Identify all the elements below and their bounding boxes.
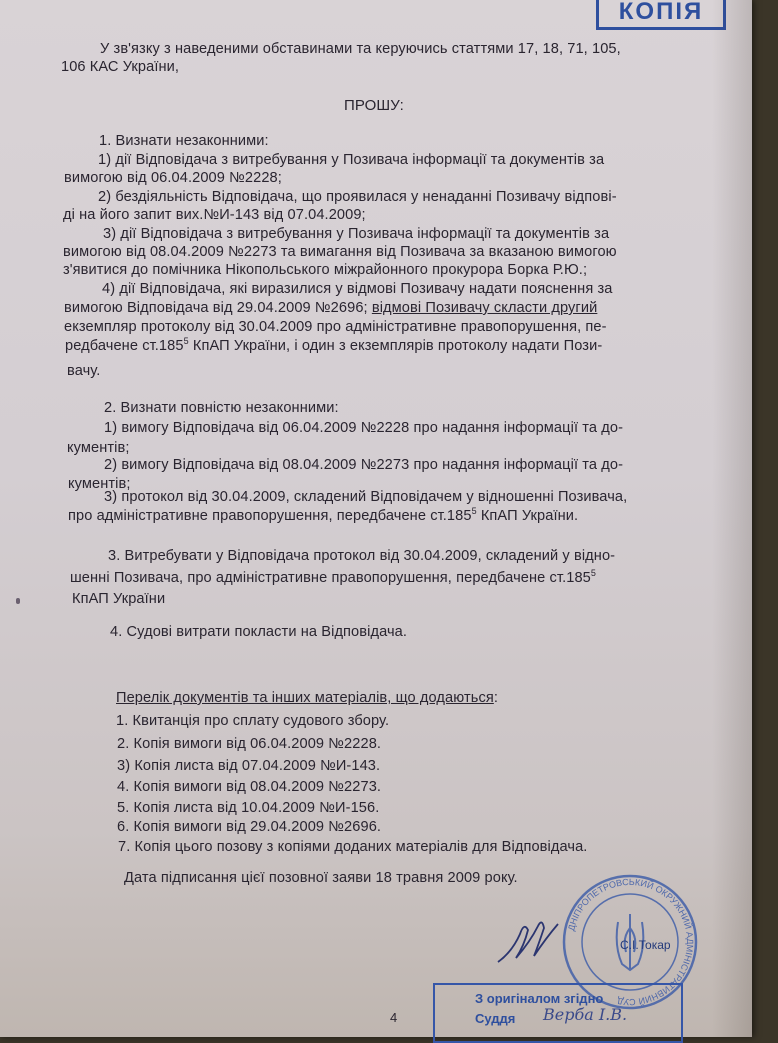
section2-line: 3) протокол від 30.04.2009, складений Відповідачем у відношенні Позивача,	[104, 489, 628, 505]
attachment-item: 2. Копія вимоги від 06.04.2009 №2228.	[117, 736, 382, 752]
section1-line: вачу.	[67, 363, 101, 379]
intro-line-1: У зв'язку з наведеними обставинами та керуючись статтями 17, 18, 71, 105,	[100, 41, 621, 57]
section4-line: 4. Судові витрати покласти на Відповідача.	[110, 624, 408, 640]
section1-line: вимогою від 08.04.2009 №2273 та вимагання від Позивача за вказаною вимогою	[63, 244, 617, 260]
section1-title: 1. Визнати незаконними:	[99, 133, 269, 149]
signer-name: С.І.Токар	[620, 938, 671, 952]
attachments-title-text: Перелік документів та інших матеріалів, що додаються	[116, 690, 494, 706]
section1-line: з'явитися до помічника Нікопольського міжрайонного прокурора Борка Р.Ю.;	[63, 262, 588, 278]
section2-line: 2) вимогу Відповідача від 08.04.2009 №2273 про надання інформації та до-	[104, 457, 624, 473]
section2-line: кументів;	[68, 476, 131, 492]
certification-line-1: З оригіналом згідно	[475, 991, 604, 1006]
attachment-item: 4. Копія вимоги від 08.04.2009 №2273.	[117, 779, 382, 795]
page-number: 4	[390, 1010, 398, 1025]
section1-line: екземпляр протоколу від 30.04.2009 про адміністративне правопорушення, пе-	[64, 319, 607, 335]
section3-line: КпАП України	[72, 591, 166, 607]
section1-line-part-underlined: відмові Позивачу скласти другий	[371, 300, 598, 316]
attachment-item: 3) Копія листа від 07.04.2009 №И-143.	[117, 758, 381, 774]
section2-line-part: про адміністративне правопорушення, передбачене ст.185	[68, 508, 472, 524]
attachment-item: 1. Квитанція про сплату судового збору.	[116, 713, 390, 729]
section1-line: ді на його запит вих.№И-143 від 07.04.2009;	[63, 207, 366, 223]
section1-line-part: КпАП України, і один з екземплярів протоколу надати Пози-	[188, 338, 603, 354]
article-superscript: 5	[183, 336, 189, 347]
paper-mark	[16, 598, 20, 604]
section2-line-part: КпАП України.	[476, 508, 579, 524]
attachments-title-colon: :	[493, 690, 498, 706]
signature-icon	[494, 912, 564, 972]
section1-line: 1) дії Відповідача з витребування у Позивача інформації та документів за	[98, 152, 605, 168]
attachments-title	[116, 690, 498, 706]
section1-line	[65, 338, 602, 354]
section1-line-part: редбачене ст.185	[65, 338, 184, 354]
certification-stamp	[433, 983, 683, 1043]
section3-line-part: шенні Позивача, про адміністративне правопорушення, передбачене ст.185	[70, 570, 591, 586]
attachment-item: 6. Копія вимоги від 29.04.2009 №2696.	[117, 819, 382, 835]
section1-line: 4) дії Відповідача, які виразилися у відмові Позивачу надати пояснення за	[102, 281, 613, 297]
section1-line	[64, 300, 597, 316]
section2-line	[68, 508, 578, 524]
article-superscript: 5	[590, 568, 597, 579]
section3-line: 3. Витребувати у Відповідача протокол від 30.04.2009, складений у відно-	[108, 548, 616, 564]
section1-line: 2) бездіяльність Відповідача, що проявилася у ненаданні Позивачу відпові-	[98, 189, 617, 205]
section1-line: 3) дії Відповідача з витребування у Позивача інформації та документів за	[103, 226, 610, 242]
section2-title: 2. Визнати повністю незаконними:	[104, 400, 339, 416]
article-superscript: 5	[471, 506, 477, 517]
section1-line: вимогою від 06.04.2009 №2228;	[64, 170, 282, 186]
signing-date: Дата підписання цієї позовної заяви 18 травня 2009 року.	[124, 870, 518, 886]
attachment-item: 5. Копія листа від 10.04.2009 №И-156.	[117, 800, 380, 816]
section2-line: 1) вимогу Відповідача від 06.04.2009 №2228 про надання інформації та до-	[104, 420, 624, 436]
section1-line-part: вимогою Відповідача від 29.04.2009 №2696;	[64, 300, 368, 316]
intro-line-2: 106 КАС України,	[61, 59, 180, 75]
section2-line: кументів;	[67, 440, 130, 456]
section3-line	[70, 570, 596, 586]
copy-stamp: КОПІЯ	[596, 0, 726, 30]
attachment-item: 7. Копія цього позову з копіями доданих матеріалів для Відповідача.	[118, 839, 588, 855]
judge-handwritten-name: Верба І.В.	[543, 1005, 628, 1024]
seal-text-path: ДНІПРОПЕТРОВСЬКИЙ ОКРУЖНИЙ АДМІНІСТРАТИВНИЙ СУД	[566, 876, 696, 1008]
certification-line-2: Суддя	[475, 1011, 516, 1026]
request-heading: ПРОШУ:	[344, 97, 404, 114]
